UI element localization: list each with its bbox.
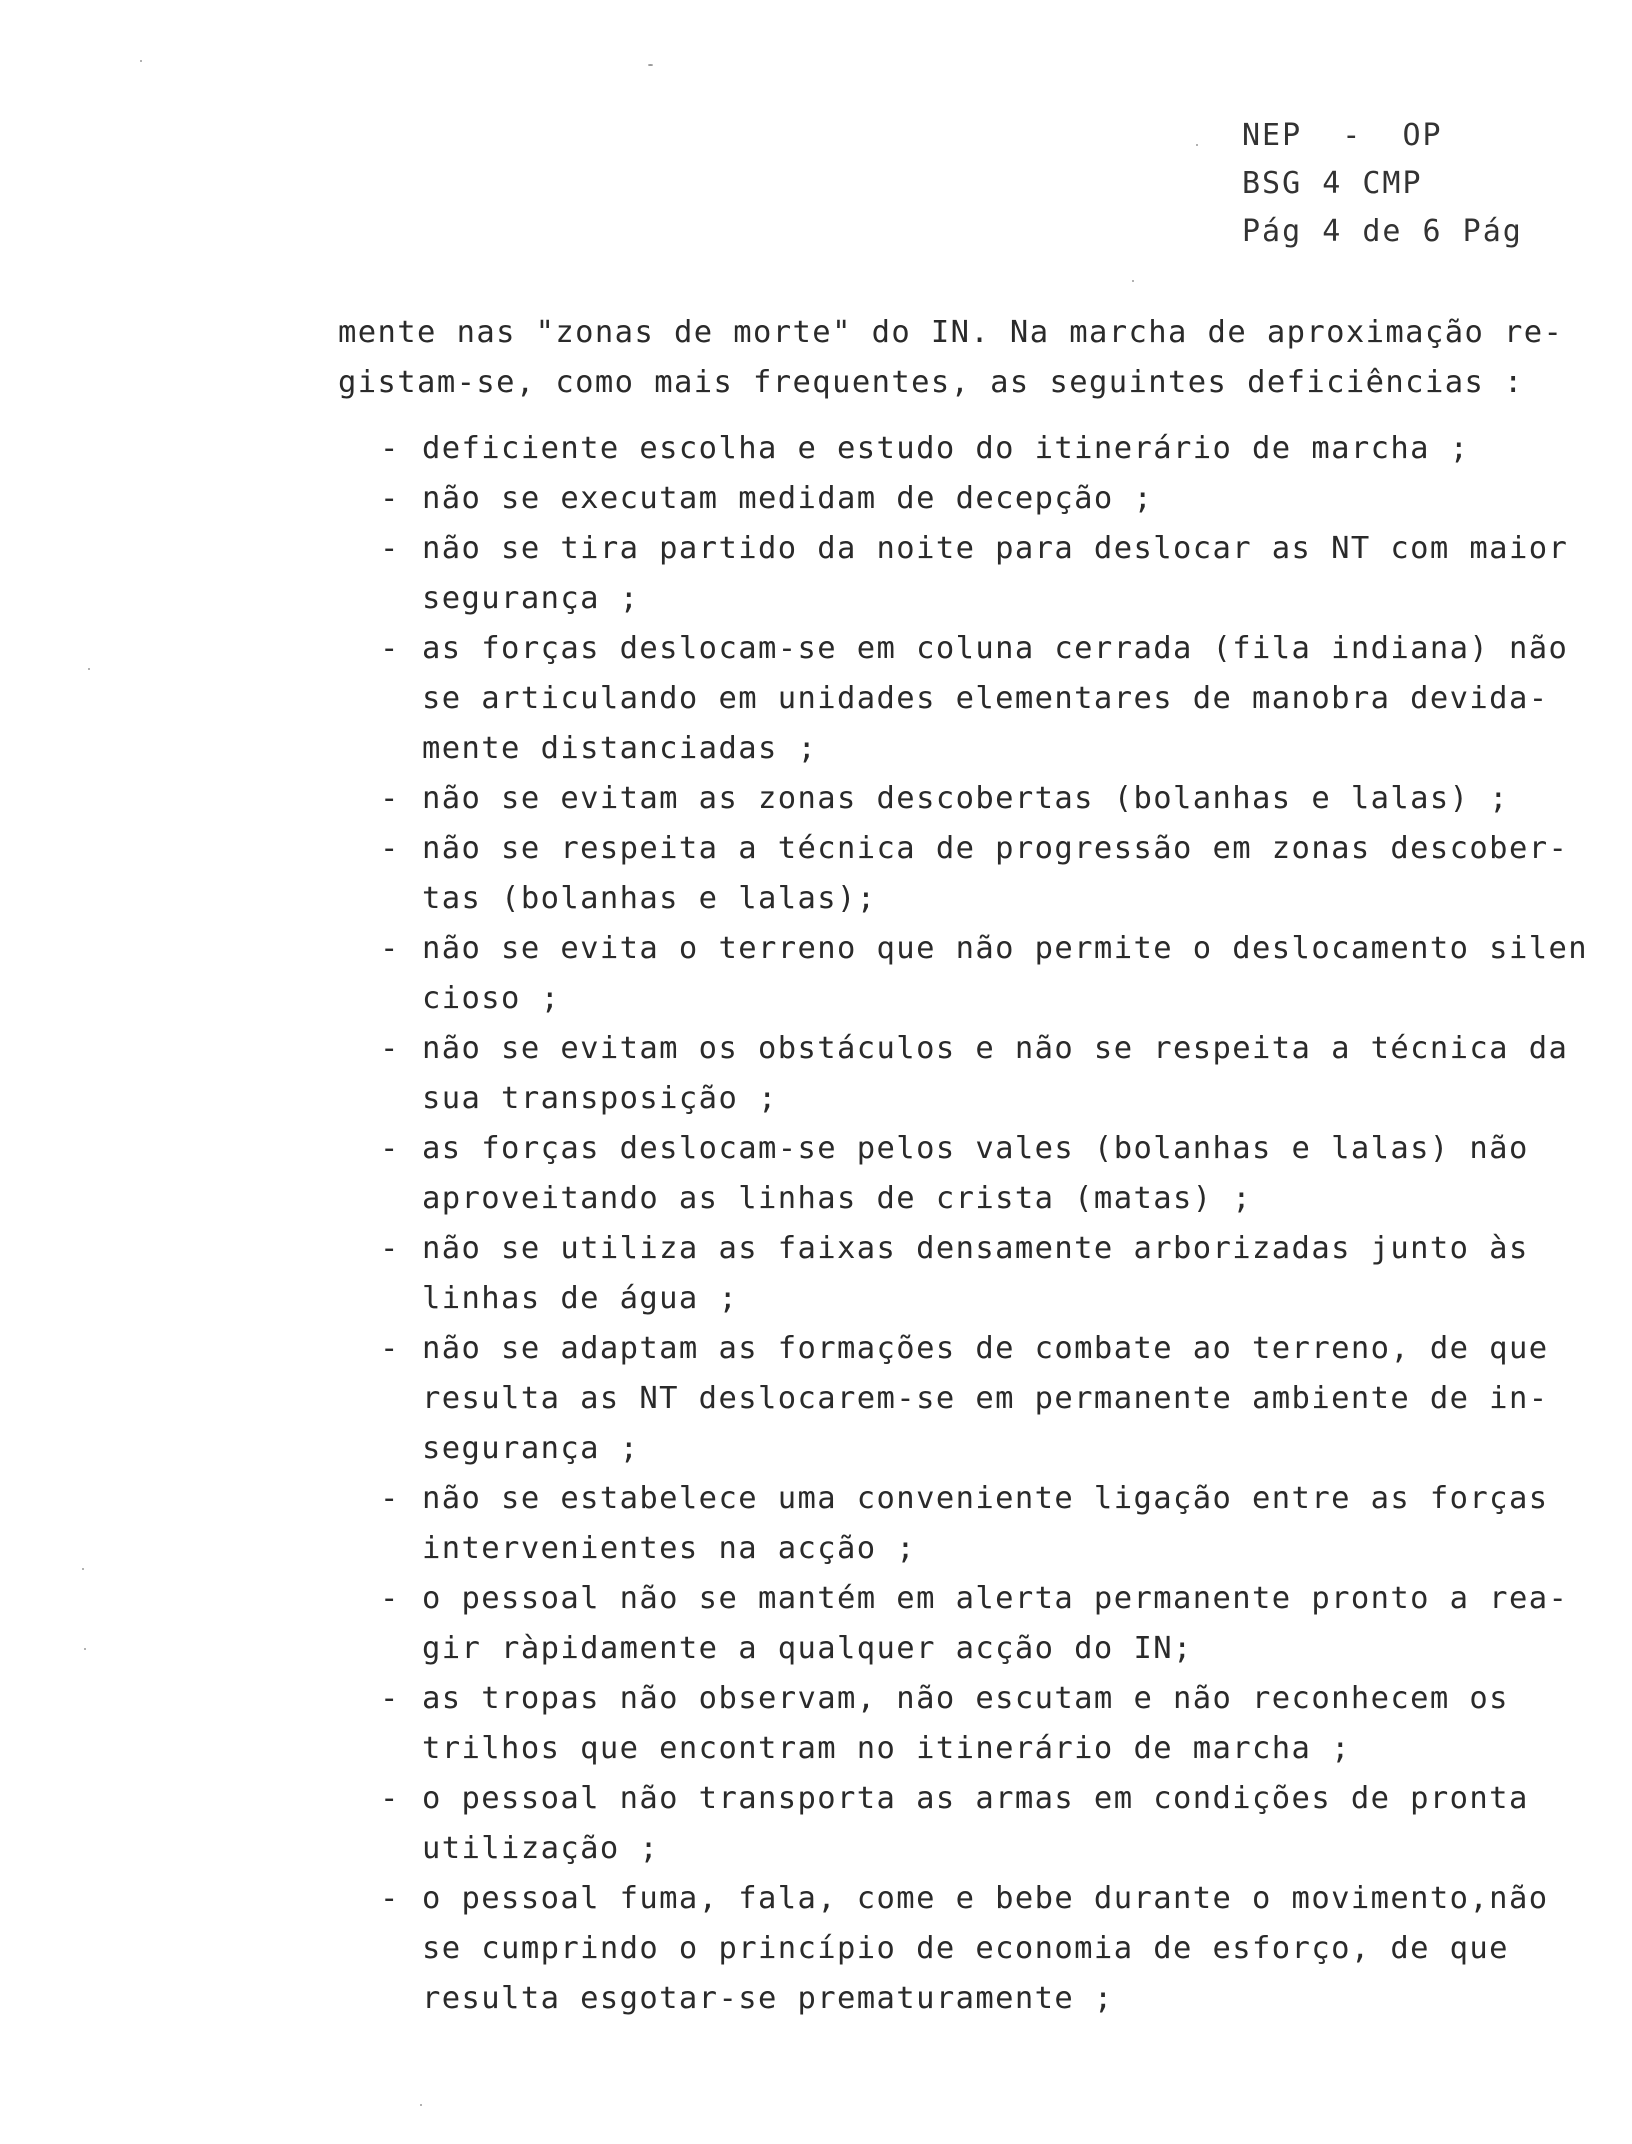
list-item-line: se cumprindo o princípio de economia de esforço, de que bbox=[422, 1931, 1509, 1966]
list-dash: - bbox=[380, 831, 400, 866]
list-item bbox=[380, 524, 1620, 624]
list-dash: - bbox=[380, 1781, 400, 1816]
list-dash: - bbox=[380, 481, 400, 516]
list-item bbox=[380, 924, 1620, 1024]
list-item-line: não se respeita a técnica de progressão em zonas descober- bbox=[422, 831, 1569, 866]
list-item bbox=[380, 1874, 1620, 2024]
list-item-line: o pessoal fuma, fala, come e bebe durante o movimento,não bbox=[422, 1881, 1549, 1916]
list-item-line: não se utiliza as faixas densamente arborizadas junto às bbox=[422, 1231, 1529, 1266]
list-item bbox=[380, 774, 1620, 824]
list-item-line: o pessoal não transporta as armas em condições de pronta bbox=[422, 1781, 1529, 1816]
document-reference-header bbox=[1242, 112, 1523, 256]
list-item bbox=[380, 1024, 1620, 1124]
list-item bbox=[380, 1774, 1620, 1874]
scan-speck bbox=[88, 668, 90, 670]
list-item-line: não se evitam as zonas descobertas (bolanhas e lalas) ; bbox=[422, 781, 1509, 816]
list-dash: - bbox=[380, 1131, 400, 1166]
list-item bbox=[380, 824, 1620, 924]
page-number: Pág 4 de 6 Pág bbox=[1242, 214, 1523, 249]
list-item-line: resulta esgotar-se prematuramente ; bbox=[422, 1981, 1114, 2016]
list-item-line: não se evita o terreno que não permite o deslocamento silen bbox=[422, 931, 1588, 966]
intro-line-2: gistam-se, como mais frequentes, as seguintes deficiências : bbox=[338, 365, 1524, 400]
scan-speck bbox=[1196, 144, 1198, 146]
list-dash: - bbox=[380, 1331, 400, 1366]
header-line-2: BSG 4 CMP bbox=[1242, 166, 1423, 201]
list-item-line: cioso ; bbox=[422, 981, 561, 1016]
intro-line-1: mente nas "zonas de morte" do IN. Na marcha de aproximação re- bbox=[338, 315, 1564, 350]
list-item bbox=[380, 474, 1620, 524]
scan-speck bbox=[648, 64, 653, 66]
list-item-line: resulta as NT deslocarem-se em permanente ambiente de in- bbox=[422, 1381, 1549, 1416]
list-dash: - bbox=[380, 1581, 400, 1616]
list-item-line: não se executam medidam de decepção ; bbox=[422, 481, 1154, 516]
list-item-line: deficiente escolha e estudo do itinerário de marcha ; bbox=[422, 431, 1470, 466]
list-dash: - bbox=[380, 631, 400, 666]
list-item-line: intervenientes na acção ; bbox=[422, 1531, 917, 1566]
scan-speck bbox=[1132, 280, 1134, 282]
list-item bbox=[380, 1224, 1620, 1324]
list-dash: - bbox=[380, 1031, 400, 1066]
list-item bbox=[380, 424, 1620, 474]
list-item-line: utilização ; bbox=[422, 1831, 660, 1866]
list-item-line: aproveitando as linhas de crista (matas) ; bbox=[422, 1181, 1253, 1216]
header-line-1: NEP - OP bbox=[1242, 118, 1443, 153]
deficiency-list bbox=[380, 424, 1620, 2024]
list-dash: - bbox=[380, 431, 400, 466]
list-item-line: trilhos que encontram no itinerário de marcha ; bbox=[422, 1731, 1351, 1766]
list-dash: - bbox=[380, 531, 400, 566]
list-item-line: as forças deslocam-se pelos vales (bolanhas e lalas) não bbox=[422, 1131, 1529, 1166]
list-item bbox=[380, 1674, 1620, 1774]
list-item-line: sua transposição ; bbox=[422, 1081, 778, 1116]
scan-speck bbox=[84, 1648, 86, 1650]
list-dash: - bbox=[380, 1481, 400, 1516]
intro-paragraph bbox=[338, 308, 1608, 408]
scan-speck bbox=[140, 60, 142, 62]
list-dash: - bbox=[380, 1231, 400, 1266]
list-item bbox=[380, 1124, 1620, 1224]
list-item-line: as forças deslocam-se em coluna cerrada (fila indiana) não bbox=[422, 631, 1569, 666]
list-item-line: segurança ; bbox=[422, 1431, 640, 1466]
list-item-line: mente distanciadas ; bbox=[422, 731, 818, 766]
list-item-line: se articulando em unidades elementares de manobra devida- bbox=[422, 681, 1549, 716]
list-item-line: tas (bolanhas e lalas); bbox=[422, 881, 877, 916]
list-dash: - bbox=[380, 931, 400, 966]
list-item-line: não se evitam os obstáculos e não se respeita a técnica da bbox=[422, 1031, 1569, 1066]
list-item bbox=[380, 1574, 1620, 1674]
list-item bbox=[380, 1324, 1620, 1474]
scan-speck bbox=[82, 1568, 84, 1570]
list-dash: - bbox=[380, 781, 400, 816]
list-dash: - bbox=[380, 1681, 400, 1716]
list-item-line: não se tira partido da noite para deslocar as NT com maior bbox=[422, 531, 1569, 566]
list-item-line: não se adaptam as formações de combate ao terreno, de que bbox=[422, 1331, 1549, 1366]
list-item-line: as tropas não observam, não escutam e não reconhecem os bbox=[422, 1681, 1509, 1716]
list-item-line: o pessoal não se mantém em alerta permanente pronto a rea- bbox=[422, 1581, 1569, 1616]
scan-speck bbox=[420, 2104, 422, 2106]
list-item bbox=[380, 1474, 1620, 1574]
list-item-line: não se estabelece uma conveniente ligação entre as forças bbox=[422, 1481, 1549, 1516]
list-item-line: segurança ; bbox=[422, 581, 640, 616]
list-item-line: linhas de água ; bbox=[422, 1281, 739, 1316]
list-dash: - bbox=[380, 1881, 400, 1916]
list-item-line: gir ràpidamente a qualquer acção do IN; bbox=[422, 1631, 1193, 1666]
list-item bbox=[380, 624, 1620, 774]
